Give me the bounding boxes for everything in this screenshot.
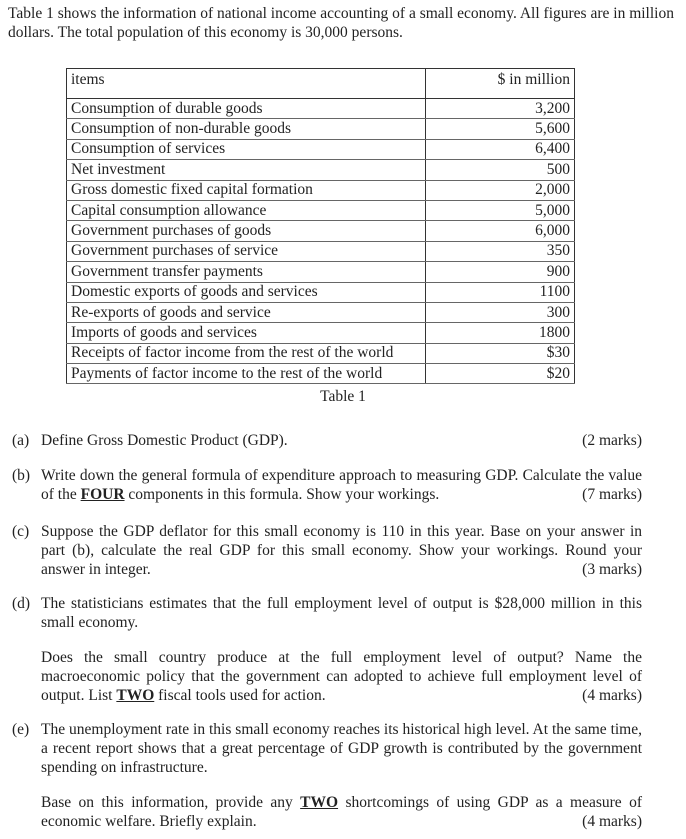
- row-value: $20: [426, 364, 575, 384]
- table-row: [67, 221, 575, 241]
- row-value: 6,000: [426, 221, 575, 241]
- national-income-table: [66, 68, 575, 384]
- header-items: items: [67, 69, 426, 99]
- row-item: Government transfer payments: [67, 262, 426, 282]
- table-row: [67, 343, 575, 363]
- row-value: 6,400: [426, 139, 575, 159]
- question-text-2: Base on this information, provide any: [41, 794, 301, 811]
- table-row: [67, 99, 575, 119]
- table-row: [67, 323, 575, 343]
- row-item: Domestic exports of goods and services: [67, 282, 426, 302]
- marks: (3 marks): [582, 561, 642, 578]
- table-row: [67, 364, 575, 384]
- table-row: [67, 180, 575, 200]
- table-row: [67, 119, 575, 139]
- intro-paragraph: Table 1 shows the information of national income accounting of a small economy. All figures are in million dollars. The total population of this economy is 30,000 persons.: [8, 5, 674, 41]
- row-item: Receipts of factor income from the rest of the world: [67, 343, 426, 363]
- question-text: Write down the general formula of expenditure approach to measuring GDP. Calculate the value of the: [41, 467, 642, 503]
- question-text-2-cont: shortcomings of using GDP as a measure of economic welfare. Briefly explain.: [41, 794, 642, 830]
- row-item: Re-exports of goods and service: [67, 302, 426, 322]
- row-value: 5,600: [426, 119, 575, 139]
- question-label: (c): [12, 523, 30, 540]
- row-value: 2,000: [426, 180, 575, 200]
- marks: (4 marks): [582, 687, 642, 704]
- row-value: 350: [426, 241, 575, 261]
- row-item: Consumption of durable goods: [67, 99, 426, 119]
- question-label: (b): [12, 467, 31, 484]
- question-label: (d): [12, 595, 31, 612]
- row-value: $30: [426, 343, 575, 363]
- emphasis: TWO: [116, 687, 155, 704]
- question-text-cont: components in this formula. Show your workings.: [124, 486, 440, 503]
- question-d: [12, 594, 642, 705]
- table-caption: Table 1: [320, 388, 366, 405]
- question-text-2-cont: fiscal tools used for action.: [154, 687, 326, 704]
- question-label: (e): [12, 721, 30, 738]
- row-item: Government purchases of goods: [67, 221, 426, 241]
- question-c: [12, 522, 642, 579]
- table-row: [67, 241, 575, 261]
- question-b: [12, 466, 642, 504]
- marks: (7 marks): [582, 486, 642, 503]
- row-value: 1100: [426, 282, 575, 302]
- question-e: [12, 720, 642, 831]
- row-value: 300: [426, 302, 575, 322]
- table-header-row: [67, 69, 575, 99]
- row-value: 5,000: [426, 200, 575, 220]
- table-row: [67, 139, 575, 159]
- row-item: Payments of factor income to the rest of the world: [67, 364, 426, 384]
- question-text: The statisticians estimates that the full employment level of output is $28,000 million in this small economy.: [41, 595, 642, 631]
- question-label: (a): [12, 432, 30, 449]
- row-value: 1800: [426, 323, 575, 343]
- row-value: 900: [426, 262, 575, 282]
- marks: (2 marks): [582, 432, 642, 449]
- question-text: Suppose the GDP deflator for this small economy is 110 in this year. Base on your answer in part (b), calculate the real GDP for this small economy. Show your workings. Round your answer in integer.: [41, 523, 642, 578]
- question-text-2: Does the small country produce at the full employment level of output? Name the macroeconomic policy that the government can adopted to achieve full employment level of output. List: [41, 649, 642, 704]
- table-row: [67, 200, 575, 220]
- row-item: Imports of goods and services: [67, 323, 426, 343]
- row-value: 3,200: [426, 99, 575, 119]
- table-row: [67, 160, 575, 180]
- row-item: Consumption of non-durable goods: [67, 119, 426, 139]
- emphasis: FOUR: [80, 486, 125, 503]
- emphasis: TWO: [300, 794, 339, 811]
- table-row: [67, 282, 575, 302]
- table-row: [67, 262, 575, 282]
- header-value: $ in million: [426, 69, 575, 99]
- table-row: [67, 302, 575, 322]
- row-item: Capital consumption allowance: [67, 200, 426, 220]
- row-value: 500: [426, 160, 575, 180]
- question-a: [12, 431, 642, 450]
- row-item: Gross domestic fixed capital formation: [67, 180, 426, 200]
- marks: (4 marks): [582, 813, 642, 830]
- question-text: The unemployment rate in this small economy reaches its historical high level. At the same time, a recent report shows that a great percentage of GDP growth is contributed by the government spending on infrastructure.: [41, 721, 642, 776]
- question-text: Define Gross Domestic Product (GDP).: [41, 432, 288, 449]
- row-item: Net investment: [67, 160, 426, 180]
- row-item: Government purchases of service: [67, 241, 426, 261]
- row-item: Consumption of services: [67, 139, 426, 159]
